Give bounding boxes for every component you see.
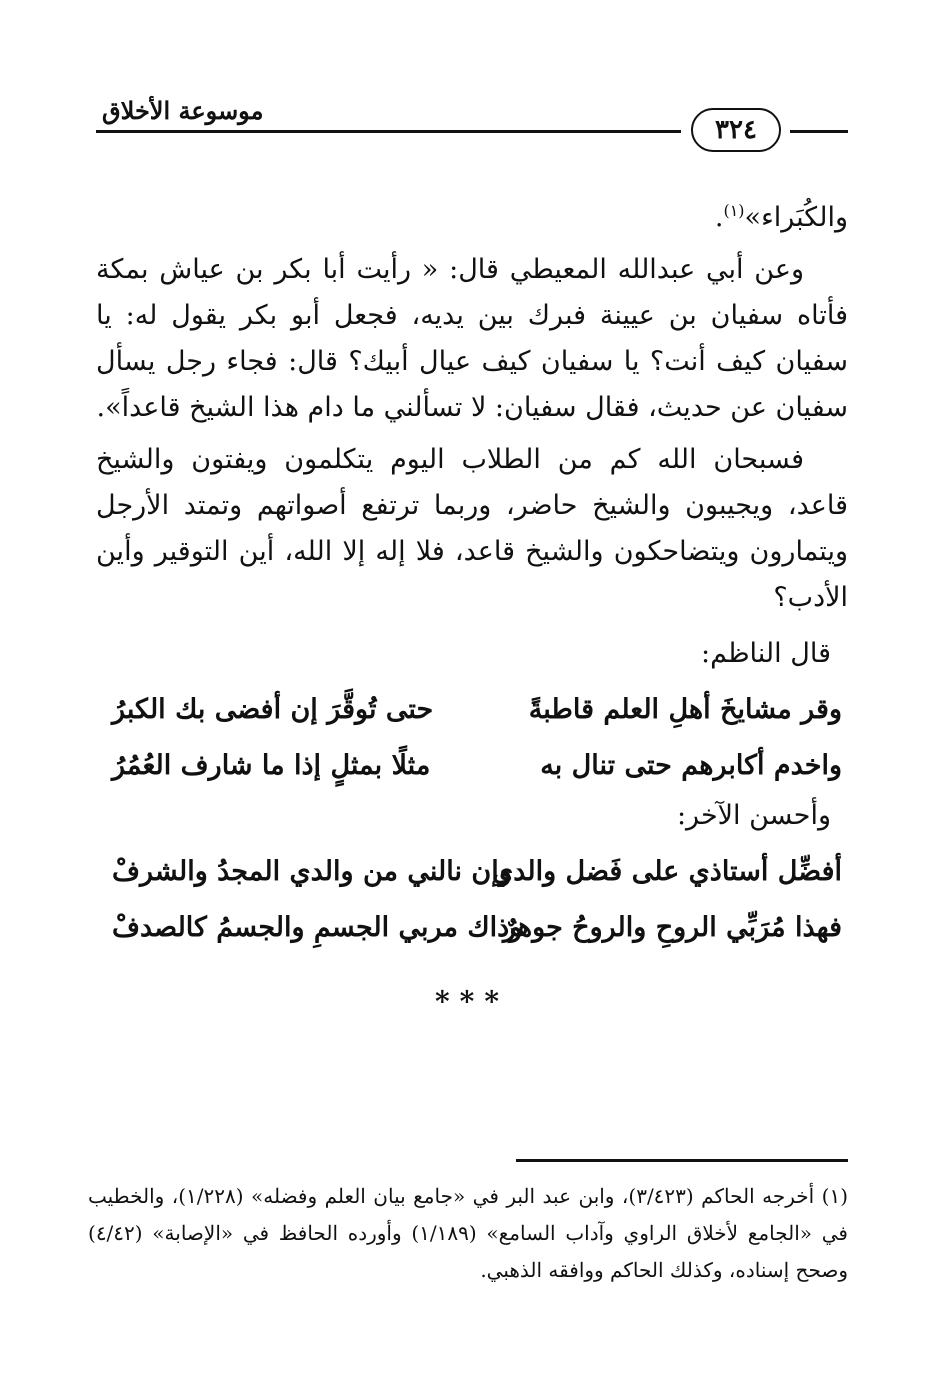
page-number: ٣٢٤ [715,115,757,145]
footnote-ref[interactable]: (١) [723,201,745,220]
verse-first-half: وقر مشايخَ أهلِ العلم قاطبةً [528,694,842,725]
verse-first-half: واخدم أكابرهم حتى تنال به [540,750,842,781]
poem1 [96,694,848,806]
verse-first-half: أفضِّل أستاذي على فَضل والدي [492,856,842,887]
poem1-label: قال الناظم: [701,638,831,669]
continued-line: والكُبَراء»$^{(١)}$. [714,201,848,233]
verse [96,750,848,806]
verse-second-half: حتى تُوقَّرَ إن أفضى بك الكبرُ [112,694,434,725]
page-number-badge [691,108,781,152]
header-rule [96,130,681,133]
verse-second-half: مثلًا بمثلٍ إذا ما شارف العُمُرُ [112,750,431,781]
header-rule-right [790,130,848,133]
paragraph-1: وعن أبي عبدالله المعيطي قال: « رأيت أبا بكر بن عياش بمكة فأتاه سفيان بن عيينة فبرك بين يديه، فجعل أبو بكر يقول له: يا سفيان كيف أنت؟ يا سفيان كيف عيال أبيك؟ قال: فجاء رجل يسأل سفيان عن حديث، فقال سفيان: لا تسألني ما دام هذا الشيخ قاعداً». [96,254,849,423]
page-header [96,96,848,148]
verse [96,912,848,968]
footnote: (١) أخرجه الحاكم (٣/٤٢٣)، وابن عبد البر في «جامع بيان العلم وفضله» (١/٢٢٨)، والخطيب في «الجامع لأخلاق الراوي وآداب السامع» (١/١٨٩) وأورده الحافظ في «الإصابة» (٤/٤٢) وصحح إسناده، وكذلك الحاكم ووافقه الذهبي. [88,1184,848,1282]
verse-second-half: وإن نالني من والدي المجدُ والشرفْ [112,856,512,887]
body-text [96,188,848,627]
poem2 [96,856,848,968]
poem2-label: وأحسن الآخر: [676,800,831,831]
footnote-rule [516,1159,848,1162]
paragraph-2: فسبحان الله كم من الطلاب اليوم يتكلمون ويفتون والشيخ قاعد، ويجيبون والشيخ حاضر، وربما ترتفع أصواتهم وتمتد الأرجل ويتمارون ويتضاحكون والشيخ قاعد، فلا إله إلا الله، أين التوقير وأين الأدب؟ [96,444,848,613]
verse-second-half: وذاك مربي الجسمِ والجسمُ كالصدفْ [112,912,523,943]
book-title: موسوعة الأخلاق [102,96,264,125]
verse-first-half: فهذا مُرَبِّي الروحِ والروحُ جوهرٌ [502,912,842,943]
section-separator: *** [435,985,509,1018]
verse [96,856,848,912]
verse [96,694,848,750]
